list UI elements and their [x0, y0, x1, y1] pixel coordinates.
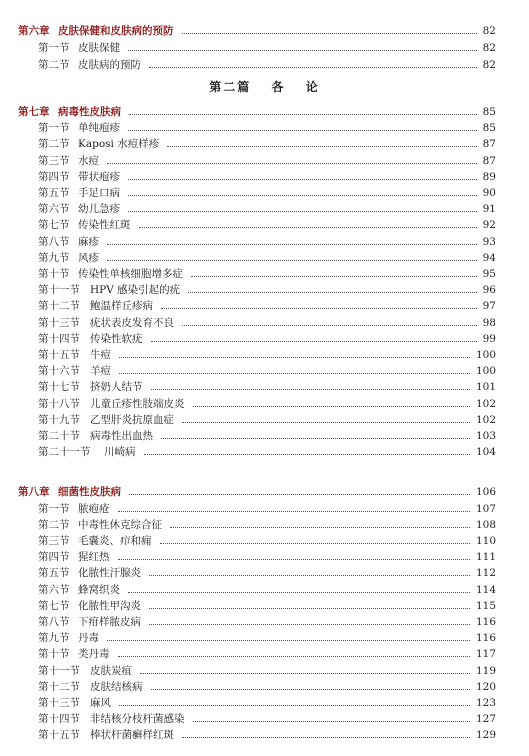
page-number: 98 [482, 316, 496, 329]
page-number: 95 [482, 268, 496, 280]
section-title: 乙型肝炎抗原血症 [90, 413, 174, 426]
page-number: 94 [482, 251, 496, 264]
section-label: 第七节 [38, 219, 70, 232]
toc-entry-row[interactable] [0, 120, 529, 136]
toc-entry-row[interactable] [0, 298, 529, 314]
toc-entry-row[interactable] [0, 40, 529, 56]
section-label: 第十三节 [38, 697, 80, 709]
dot-leader [182, 325, 477, 326]
section-label: 第十三节 [38, 316, 80, 329]
toc-entry-row[interactable] [0, 379, 529, 395]
section-label: 第十一节 [38, 284, 80, 297]
section-title: 儿童丘疹性肢端皮炎 [90, 397, 185, 410]
part-heading [0, 78, 529, 95]
toc-entry-row[interactable] [0, 57, 529, 73]
toc-entry-row[interactable] [0, 396, 529, 412]
page-number: 91 [482, 203, 496, 216]
toc-entry-row[interactable] [0, 136, 529, 152]
dot-leader [144, 454, 470, 455]
toc-chapter-row[interactable] [0, 104, 529, 120]
dot-leader [119, 705, 470, 706]
dot-leader [149, 67, 477, 68]
toc-entry-row[interactable] [0, 315, 529, 331]
dot-leader [128, 179, 477, 180]
toc-entry-row[interactable] [0, 201, 529, 217]
section-title: 带状疱疹 [78, 170, 120, 183]
dot-leader [191, 276, 477, 277]
page-number: 85 [482, 106, 496, 118]
dot-leader [193, 406, 470, 407]
page-number: 100 [475, 349, 496, 361]
dot-leader [118, 559, 470, 560]
section-title: 皮肤结核病 [90, 680, 143, 693]
section-label: 第九节 [38, 632, 70, 645]
section-title: 传染性单核细胞增多症 [78, 268, 183, 280]
page-number: 117 [475, 648, 496, 661]
section-label: 第三节 [38, 535, 70, 547]
section-title: 疣状表皮发育不良 [90, 316, 174, 329]
section-title: 丹毒 [78, 632, 99, 645]
dot-leader [129, 494, 470, 495]
section-label: 第十九节 [38, 413, 80, 426]
section-label: 第十五节 [38, 349, 80, 361]
section-title: 麻疹 [78, 235, 99, 248]
section-label: 第十六节 [38, 365, 80, 378]
page-number: 92 [482, 219, 496, 232]
page-number: 104 [475, 446, 496, 459]
section-label: 第十四节 [38, 713, 80, 726]
dot-leader [151, 341, 477, 342]
page-number: 120 [475, 680, 496, 693]
page-number: 119 [475, 664, 496, 677]
dot-leader [149, 624, 470, 625]
section-label: 第六节 [38, 203, 70, 216]
dot-leader [128, 50, 477, 51]
toc-entry-row[interactable] [0, 727, 529, 743]
section-title: 羊痘 [90, 365, 111, 378]
page-number: 115 [475, 599, 496, 612]
section-title: 蜂窝织炎 [78, 583, 120, 596]
chapter-title: 细菌性皮肤病 [58, 486, 121, 499]
dot-leader [160, 543, 470, 544]
section-title: 皮肤保健 [78, 42, 120, 54]
section-title: 川崎病 [104, 446, 136, 459]
page-number: 89 [482, 170, 496, 183]
page-number: 106 [475, 486, 496, 499]
dot-leader [161, 308, 477, 309]
toc-entry-row[interactable] [0, 663, 529, 679]
page-number: 116 [475, 616, 496, 628]
section-title: 皮肤病的预防 [78, 59, 141, 71]
toc-entry-row[interactable] [0, 266, 529, 282]
section-title: 猩红热 [78, 551, 110, 564]
toc-entry-row[interactable] [0, 711, 529, 727]
section-title: 挤奶人结节 [90, 381, 143, 394]
section-label: 第二十一节 [38, 446, 91, 459]
page-number: 116 [475, 632, 496, 645]
section-title: 鲍温样丘疹病 [90, 300, 153, 313]
page-number: 112 [475, 567, 496, 580]
dot-leader [149, 575, 470, 576]
section-label: 第三节 [38, 154, 70, 167]
toc-entry-row[interactable] [0, 598, 529, 614]
page-number: 87 [482, 138, 496, 151]
page-number: 127 [475, 713, 496, 726]
page-number: 108 [475, 518, 496, 531]
dot-leader [170, 527, 470, 528]
toc-entry-row[interactable] [0, 412, 529, 428]
page-number: 107 [475, 502, 496, 515]
section-label: 第十一节 [38, 664, 80, 677]
section-title: 麻风 [90, 697, 111, 709]
section-title: 类丹毒 [78, 648, 110, 661]
section-label: 第二节 [38, 138, 70, 151]
toc-entry-row[interactable] [0, 549, 529, 565]
toc-entry-row[interactable] [0, 679, 529, 695]
page-number: 110 [475, 535, 496, 547]
section-label: 第五节 [38, 567, 70, 580]
dot-leader [118, 656, 470, 657]
page-number: 99 [482, 332, 496, 345]
section-label: 第十八节 [38, 397, 80, 410]
toc-entry-row[interactable] [0, 565, 529, 581]
toc-entry-row[interactable] [0, 250, 529, 266]
dot-leader [129, 114, 477, 115]
toc-entry-row[interactable] [0, 630, 529, 646]
section-title: 非结核分枝杆菌感染 [90, 713, 185, 726]
page-number: 129 [475, 729, 496, 742]
page-number: 82 [482, 42, 496, 54]
toc-entry-row[interactable] [0, 153, 529, 169]
dot-leader [182, 33, 477, 34]
section-title: 毛囊炎、疖和痈 [78, 535, 152, 547]
page-number: 82 [482, 59, 496, 71]
section-title: 化脓性汗腺炎 [78, 567, 141, 580]
chapter-label: 第七章 [18, 106, 50, 118]
dot-leader [182, 422, 470, 423]
section-title: 水痘 [78, 154, 99, 167]
dot-leader [119, 373, 470, 374]
section-title: HPV 感染引起的疣 [90, 284, 181, 297]
dot-leader [139, 227, 477, 228]
section-title: 脓疱疮 [78, 502, 110, 515]
dot-leader [151, 389, 470, 390]
section-title: 棒状杆菌癣样红斑 [90, 729, 174, 742]
dot-leader [128, 130, 477, 131]
toc-entry-row[interactable] [0, 234, 529, 250]
dot-leader [149, 608, 470, 609]
section-label: 第一节 [38, 502, 70, 515]
toc-entry-row[interactable] [0, 444, 529, 460]
dot-leader [107, 640, 470, 641]
dot-leader [128, 592, 470, 593]
dot-leader [107, 260, 477, 261]
page-number: 111 [475, 551, 496, 564]
dot-leader [107, 244, 477, 245]
section-label: 第十节 [38, 268, 70, 280]
section-label: 第一节 [38, 42, 70, 54]
page-number: 85 [482, 122, 496, 135]
section-title: 皮肤炭疽 [90, 664, 132, 677]
section-title: 单纯疱疹 [78, 122, 120, 135]
toc-entry-row[interactable] [0, 614, 529, 630]
section-title: 手足口病 [78, 187, 120, 199]
chapter-label: 第八章 [18, 486, 50, 499]
part-word-2: 论 [305, 80, 320, 94]
section-label: 第五节 [38, 187, 70, 199]
page-number: 96 [482, 284, 496, 297]
toc-entry-row[interactable] [0, 695, 529, 711]
section-label: 第十二节 [38, 300, 80, 313]
page-number: 87 [482, 154, 496, 167]
toc-entry-row[interactable] [0, 501, 529, 517]
section-label: 第十节 [38, 648, 70, 661]
page-number: 102 [475, 397, 496, 410]
page-number: 97 [482, 300, 496, 313]
section-label: 第四节 [38, 170, 70, 183]
section-label: 第八节 [38, 235, 70, 248]
toc-chapter-row[interactable] [0, 484, 529, 500]
section-label: 第四节 [38, 551, 70, 564]
chapter-label: 第六章 [18, 25, 50, 37]
page-number: 103 [475, 430, 496, 442]
toc-entry-row[interactable] [0, 331, 529, 347]
section-label: 第二十节 [38, 430, 80, 442]
section-label: 第九节 [38, 251, 70, 264]
page-number: 90 [482, 187, 496, 199]
toc-entry-row[interactable] [0, 185, 529, 201]
part-number: 第二篇 [209, 80, 252, 94]
chapter-title: 病毒性皮肤病 [58, 106, 121, 118]
page-number: 82 [482, 25, 496, 37]
toc-entry-row[interactable] [0, 363, 529, 379]
dot-leader [188, 292, 477, 293]
section-title: Kaposi 水痘样疹 [78, 138, 160, 151]
toc-entry-row[interactable] [0, 533, 529, 549]
section-label: 第二节 [38, 518, 70, 531]
chapter-title: 皮肤保健和皮肤病的预防 [58, 25, 174, 37]
section-label: 第六节 [38, 583, 70, 596]
section-label: 第七节 [38, 599, 70, 612]
section-title: 化脓性甲沟炎 [78, 599, 141, 612]
toc-entry-row[interactable] [0, 517, 529, 533]
toc-entry-row[interactable] [0, 582, 529, 598]
section-label: 第十二节 [38, 680, 80, 693]
part-word-1: 各 [271, 80, 286, 94]
page-number: 114 [475, 583, 496, 596]
section-title: 中毒性休克综合征 [78, 518, 162, 531]
dot-leader [118, 511, 470, 512]
toc-entry-row[interactable] [0, 428, 529, 444]
page-number: 100 [475, 365, 496, 378]
page-number: 102 [475, 413, 496, 426]
section-label: 第二节 [38, 59, 70, 71]
toc-entry-row[interactable] [0, 347, 529, 363]
section-title: 风疹 [78, 251, 99, 264]
dot-leader [193, 721, 470, 722]
section-label: 第十五节 [38, 729, 80, 742]
section-title: 病毒性出血热 [90, 430, 153, 442]
dot-leader [151, 689, 470, 690]
toc-entry-row[interactable] [0, 169, 529, 185]
page-number: 101 [475, 381, 496, 394]
section-title: 下疳样脓皮病 [78, 616, 141, 628]
dot-leader [107, 163, 477, 164]
page-number: 93 [482, 235, 496, 248]
section-label: 第十四节 [38, 332, 80, 345]
page-number: 123 [475, 697, 496, 709]
toc-chapter-row[interactable] [0, 23, 529, 39]
section-title: 传染性红斑 [78, 219, 131, 232]
section-label: 第一节 [38, 122, 70, 135]
dot-leader [140, 673, 470, 674]
dot-leader [128, 195, 477, 196]
toc-entry-row[interactable] [0, 646, 529, 662]
section-title: 幼儿急疹 [78, 203, 120, 216]
section-label: 第十七节 [38, 381, 80, 394]
section-title: 牛痘 [90, 349, 111, 361]
toc-entry-row[interactable] [0, 217, 529, 233]
section-label: 第八节 [38, 616, 70, 628]
dot-leader [167, 146, 477, 147]
section-title: 传染性软疣 [90, 332, 143, 345]
dot-leader [128, 211, 477, 212]
toc-entry-row[interactable] [0, 282, 529, 298]
dot-leader [119, 357, 470, 358]
dot-leader [161, 438, 470, 439]
dot-leader [182, 737, 470, 738]
